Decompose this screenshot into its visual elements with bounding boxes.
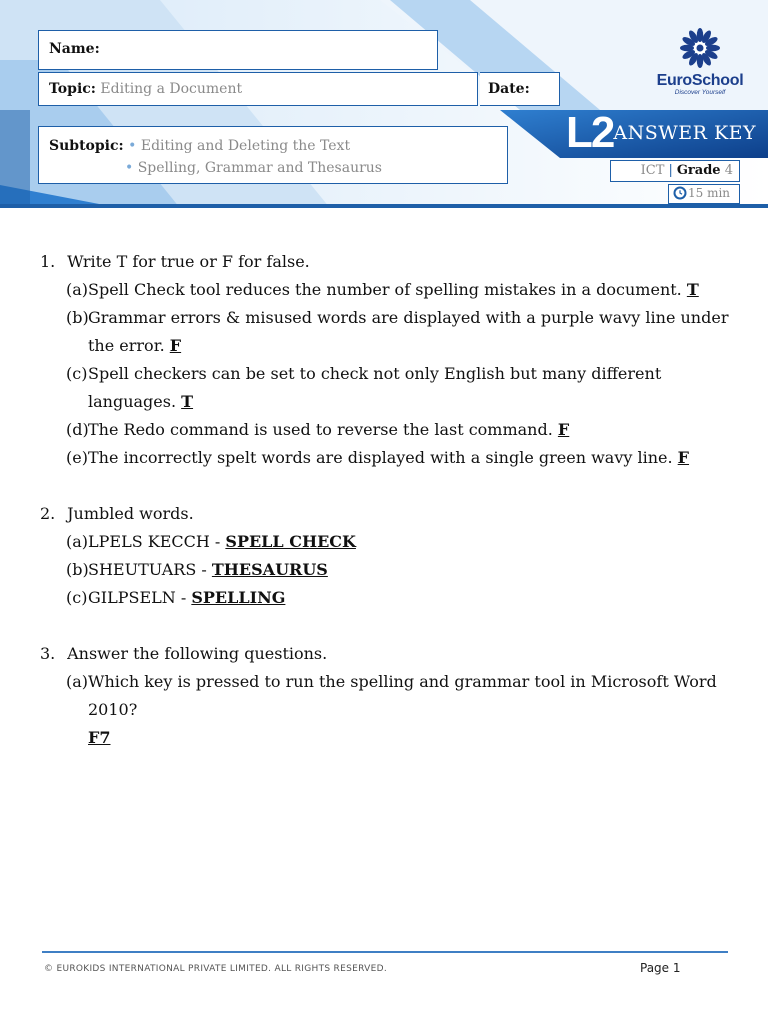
subtopic-line-2 xyxy=(49,157,507,179)
question-text: Write T for true or F for false. xyxy=(67,252,310,271)
bullet: • xyxy=(128,138,137,154)
item-answer: F7 xyxy=(88,728,111,747)
question-number: 1. xyxy=(40,252,56,271)
item-label: (b) xyxy=(66,308,89,327)
item-answer: T xyxy=(686,280,699,299)
euroschool-logo xyxy=(650,26,750,96)
grade-label: Grade xyxy=(676,163,721,178)
item-label: (a) xyxy=(66,280,89,299)
question-item xyxy=(40,528,730,556)
item-answer: F xyxy=(557,420,570,439)
worksheet-header xyxy=(0,0,768,208)
subtopic-item: Spelling, Grammar and Thesaurus xyxy=(137,160,382,176)
subtopic-field xyxy=(38,126,508,184)
subject-label: ICT xyxy=(640,163,665,178)
clock-icon xyxy=(673,186,687,200)
separator: | xyxy=(668,163,673,178)
question-item xyxy=(40,360,730,416)
item-text: The Redo command is used to reverse the last command. xyxy=(88,420,558,439)
item-answer: THESAURUS xyxy=(211,560,328,579)
item-label: (b) xyxy=(66,560,89,579)
question-item xyxy=(40,444,730,472)
item-answer: SPELLING xyxy=(191,588,286,607)
item-label: (d) xyxy=(66,420,89,439)
page-number: Page 1 xyxy=(640,961,681,975)
item-label: (a) xyxy=(66,672,89,691)
name-field xyxy=(38,30,438,70)
footer-divider xyxy=(42,951,728,953)
question-title xyxy=(40,500,730,528)
topic-field xyxy=(38,72,478,106)
question-item xyxy=(40,416,730,444)
item-answer: T xyxy=(181,392,194,411)
date-label: Date: xyxy=(488,81,530,97)
item-text: GILPSELN - xyxy=(88,588,192,607)
question-2 xyxy=(40,500,730,612)
question-text: Jumbled words. xyxy=(67,504,194,523)
bullet: • xyxy=(125,160,134,176)
item-text: Spell Check tool reduces the number of spelling mistakes in a document. xyxy=(88,280,687,299)
question-title xyxy=(40,640,730,668)
logo-name: EuroSchool xyxy=(656,72,744,89)
worksheet-content xyxy=(40,248,730,780)
question-item xyxy=(40,276,730,304)
item-label: (c) xyxy=(66,364,88,383)
name-label: Name: xyxy=(49,41,100,57)
duration-box xyxy=(668,184,740,204)
question-3 xyxy=(40,640,730,752)
answer-key-banner xyxy=(566,108,756,158)
answer-key-label: ANSWER KEY xyxy=(613,122,757,144)
item-text: Spell checkers can be set to check not only English but many different languages. xyxy=(88,364,662,411)
duration-value: 15 min xyxy=(688,186,731,200)
item-text: Which key is pressed to run the spelling and grammar tool in Microsoft Word 2010? xyxy=(88,672,717,719)
question-item xyxy=(40,304,730,360)
date-field xyxy=(480,72,560,106)
subject-grade-box xyxy=(610,160,740,182)
question-number: 2. xyxy=(40,504,56,523)
question-title xyxy=(40,248,730,276)
item-text: Grammar errors & misused words are displayed with a purple wavy line under the error. xyxy=(88,308,729,355)
item-label: (e) xyxy=(66,448,88,467)
subtopic-item: Editing and Deleting the Text xyxy=(140,138,351,154)
item-answer: F xyxy=(677,448,690,467)
item-text: SHEUTUARS - xyxy=(88,560,212,579)
logo-flower-icon xyxy=(678,26,722,70)
question-item xyxy=(40,668,730,752)
grade-value: 4 xyxy=(724,163,733,178)
logo-tagline: Discover Yourself xyxy=(674,89,726,96)
topic-label: Topic: xyxy=(49,81,96,97)
item-label: (a) xyxy=(66,532,89,551)
question-number: 3. xyxy=(40,644,56,663)
item-answer: F xyxy=(169,336,182,355)
subtopic-label: Subtopic: xyxy=(49,138,124,154)
level-label: L2 xyxy=(566,108,614,157)
item-label: (c) xyxy=(66,588,88,607)
question-text: Answer the following questions. xyxy=(67,644,328,663)
question-1 xyxy=(40,248,730,472)
question-item xyxy=(40,584,730,612)
copyright-text: © EUROKIDS INTERNATIONAL PRIVATE LIMITED. ALL RIGHTS RESERVED. xyxy=(44,964,387,974)
item-answer: SPELL CHECK xyxy=(225,532,356,551)
subtopic-line-1 xyxy=(49,135,507,157)
item-text: The incorrectly spelt words are displayed with a single green wavy line. xyxy=(88,448,678,467)
question-item xyxy=(40,556,730,584)
topic-value: Editing a Document xyxy=(100,81,243,97)
item-text: LPELS KECCH - xyxy=(88,532,226,551)
